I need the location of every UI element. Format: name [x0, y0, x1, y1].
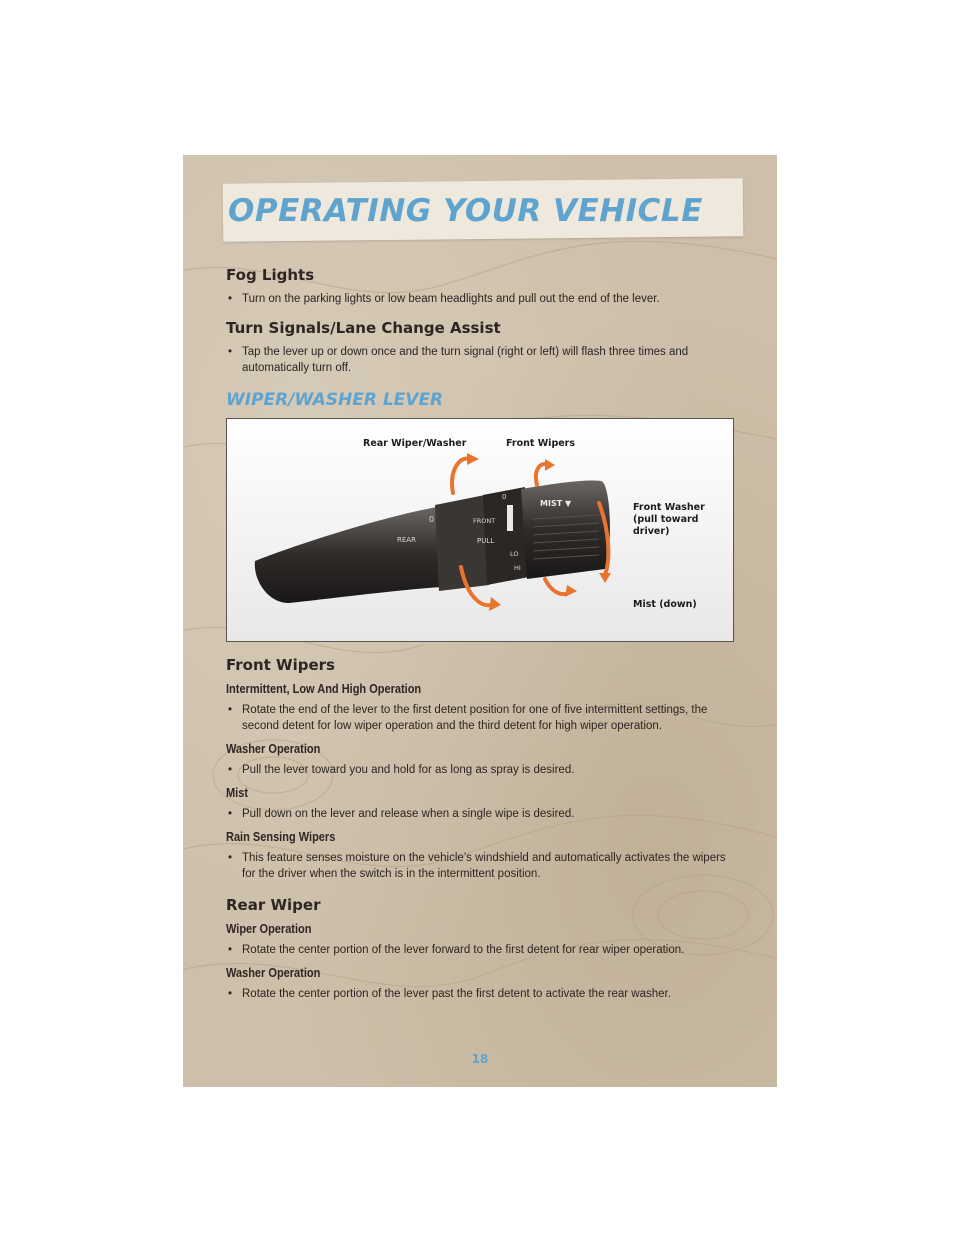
- mist-subheading: Mist: [226, 786, 248, 800]
- manual-page: [183, 155, 777, 1087]
- intermittent-subheading: Intermittent, Low And High Operation: [226, 682, 422, 696]
- mist-down-label: Mist (down): [633, 599, 697, 610]
- turn-signals-bullet: • Tap the lever up or down once and the turn signal (right or left) will flash three times and automatically turn off.: [228, 344, 736, 376]
- rear-wiper-operation-bullet: • Rotate the center portion of the lever forward to the first detent for rear wiper operation.: [228, 942, 736, 958]
- rain-sensing-subheading: Rain Sensing Wipers: [226, 830, 336, 844]
- front-washer-label: Front Washer (pull toward driver): [633, 502, 705, 537]
- rear-wiper-heading: Rear Wiper: [226, 896, 321, 914]
- page-number: 18: [471, 1052, 489, 1066]
- rain-sensing-bullet: • This feature senses moisture on the vehicle’s windshield and automatically activates the wipers for the driver when the switch is in the intermittent position.: [228, 850, 736, 882]
- mist-bullet: • Pull down on the lever and release when a single wipe is desired.: [228, 806, 736, 822]
- front-washer-bullet: • Pull the lever toward you and hold for as long as spray is desired.: [228, 762, 736, 778]
- fog-lights-heading: Fog Lights: [226, 266, 315, 284]
- wiper-washer-section-title: WIPER/WASHER LEVER: [226, 390, 444, 410]
- rear-washer-bullet: • Rotate the center portion of the lever past the first detent to activate the rear washer.: [228, 986, 736, 1002]
- rear-washer-subheading: Washer Operation: [226, 966, 321, 980]
- lever-front-text: FRONT: [473, 517, 496, 525]
- intermittent-bullet: • Rotate the end of the lever to the first detent position for one of five intermittent settings, the second detent for low wiper operation and the third detent for high wiper operation.: [228, 702, 736, 734]
- front-washer-subheading: Washer Operation: [226, 742, 321, 756]
- turn-signals-heading: Turn Signals/Lane Change Assist: [226, 319, 501, 337]
- page-content: [226, 266, 736, 1010]
- front-wipers-label: Front Wipers: [506, 438, 576, 449]
- lever-zero-mid-text: 0: [502, 493, 507, 501]
- lever-hi-text: HI: [514, 564, 521, 572]
- lever-pull-text: PULL: [477, 537, 495, 545]
- rear-wiper-operation-subheading: Wiper Operation: [226, 922, 312, 936]
- lever-zero-left-text: 0: [429, 515, 435, 524]
- wiper-lever-figure: [226, 418, 734, 642]
- lever-lo-text: LO: [510, 550, 519, 558]
- rear-wiper-washer-label: Rear Wiper/Washer: [363, 438, 467, 449]
- lever-mist-text: MIST ▼: [540, 499, 572, 508]
- lever-rear-text: REAR: [397, 536, 416, 544]
- front-wipers-heading: Front Wipers: [226, 656, 335, 674]
- fog-lights-bullet: • Turn on the parking lights or low beam headlights and pull out the end of the lever.: [228, 291, 736, 307]
- page-title: OPERATING YOUR VEHICLE: [228, 193, 703, 229]
